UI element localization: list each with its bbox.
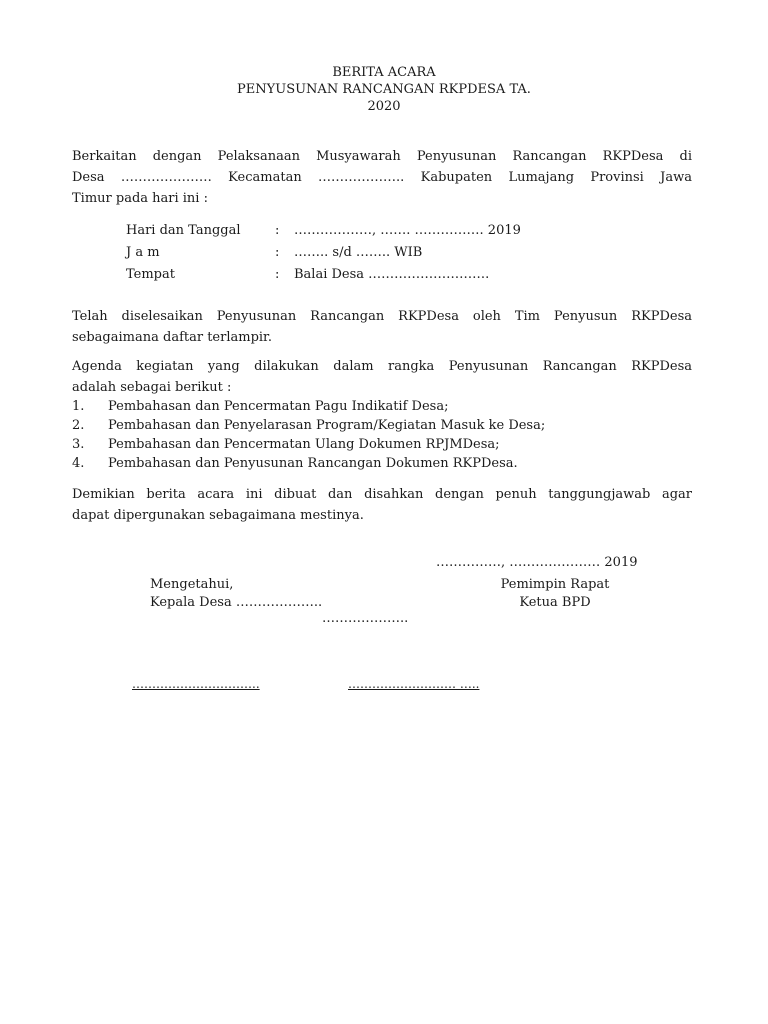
title-line-3: 2020 (367, 99, 401, 114)
intro-line-1: Berkaitan dengan Pelaksanaan Musyawarah Penyusunan Rancangan RKPDesa di (72, 149, 692, 164)
list-text: Pembahasan dan Penyusunan Rancangan Dokumen RKPDesa. (108, 456, 518, 471)
detail-colon: : (275, 223, 280, 238)
intro-paragraph (72, 146, 692, 209)
closing-line-2: dapat dipergunakan sebagaimana mestinya. (72, 508, 364, 523)
detail-value: ………………, ……. ……………. 2019 (294, 223, 521, 238)
detail-value: …….. s/d …….. WIB (294, 245, 423, 260)
agenda-line-1: Agenda kegiatan yang dilakukan dalam rangka Penyusunan Rancangan RKPDesa (72, 359, 692, 374)
signature-line-right: ……………………… ….. (348, 677, 480, 691)
list-item (72, 453, 692, 474)
completion-line-2: sebagaimana daftar terlampir. (72, 330, 272, 345)
list-text: Pembahasan dan Penyelarasan Program/Kegiatan Masuk ke Desa; (108, 418, 546, 433)
acknowledged-label: Mengetahui, (150, 577, 234, 592)
list-item (72, 396, 692, 417)
detail-row-place (126, 264, 686, 285)
list-text: Pembahasan dan Pencermatan Ulang Dokumen RPJMDesa; (108, 437, 500, 452)
detail-row-time (126, 242, 686, 263)
detail-colon: : (275, 245, 280, 260)
detail-row-date (126, 220, 686, 241)
agenda-intro (72, 356, 692, 398)
intro-line-3: Timur pada hari ini : (72, 191, 208, 206)
title-line-1: BERITA ACARA (332, 65, 436, 80)
signature-date: ……………, ………………… 2019 (436, 555, 638, 570)
list-number: 1. (72, 399, 85, 414)
agenda-line-2: adalah sebagai berikut : (72, 380, 232, 395)
closing-paragraph (72, 484, 692, 526)
signature-line-left: ………………………….. (132, 677, 260, 691)
detail-label: Tempat (126, 267, 175, 282)
list-number: 4. (72, 456, 85, 471)
intro-line-2: Desa ………………… Kecamatan ……………….. Kabupaten Lumajang Provinsi Jawa (72, 170, 692, 185)
list-item (72, 434, 692, 455)
title-line-2: PENYUSUNAN RANCANGAN RKPDESA TA. (237, 82, 531, 97)
signature-left-block (150, 576, 322, 612)
list-item (72, 415, 692, 436)
detail-label: J a m (126, 245, 160, 260)
completion-line-1: Telah diselesaikan Penyusunan Rancangan RKPDesa oleh Tim Penyusun RKPDesa (72, 309, 692, 324)
list-text: Pembahasan dan Pencermatan Pagu Indikatif Desa; (108, 399, 449, 414)
bpd-chair-label: Ketua BPD (519, 595, 591, 610)
completion-paragraph (72, 306, 692, 348)
meeting-leader-label: Pemimpin Rapat (500, 577, 610, 592)
list-number: 2. (72, 418, 85, 433)
detail-colon: : (275, 267, 280, 282)
list-number: 3. (72, 437, 85, 452)
document-title (0, 64, 768, 115)
village-head-label: Kepala Desa ……………….. (150, 595, 323, 610)
detail-value: Balai Desa ………………………. (294, 267, 490, 282)
closing-line-1: Demikian berita acara ini dibuat dan disahkan dengan penuh tanggungjawab agar (72, 487, 692, 502)
signature-middle-placeholder: ……………….. (322, 611, 409, 626)
signature-right-block (490, 576, 620, 612)
detail-label: Hari dan Tanggal (126, 223, 241, 238)
